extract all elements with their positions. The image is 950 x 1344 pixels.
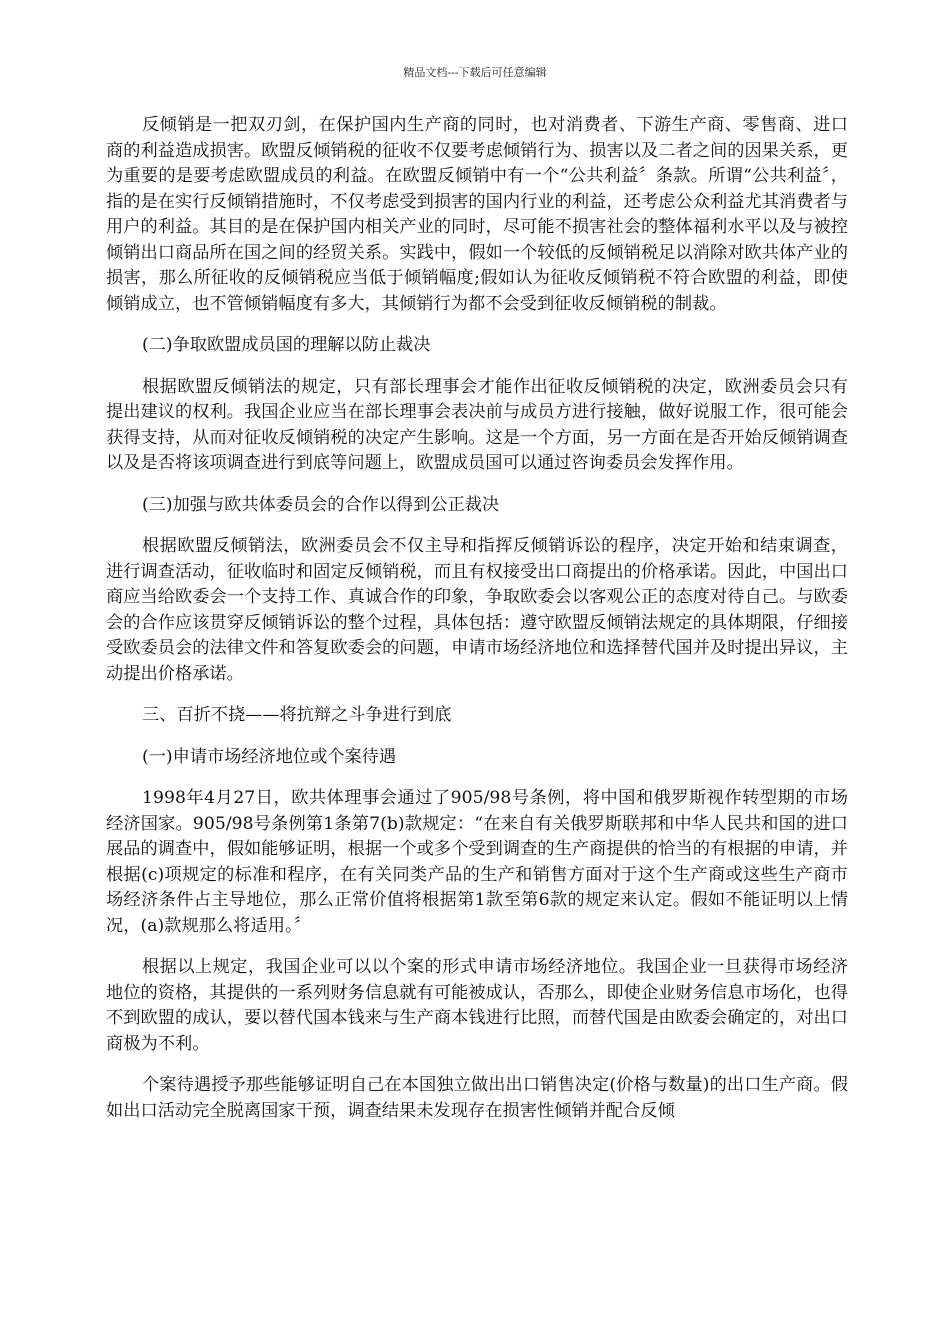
document-body (106, 113, 848, 1124)
paragraph-individual-treatment: 个案待遇授予那些能够证明自己在本国独立做出出口销售决定(价格与数量)的出口生产商。假如出口活动完全脱离国家干预，调查结果未发现存在损害性倾销并配合反倾 (106, 1075, 848, 1121)
heading-member-states: (二)争取欧盟成员国的理解以防止裁决 (142, 335, 431, 355)
paragraph-council-decision: 根据欧盟反倾销法的规定，只有部长理事会才能作出征收反倾销税的决定，欧洲委员会只有提出建议的权利。我国企业应当在部长理事会表决前与成员方进行接触，做好说服工作，很可能会获得支持，从而对征收反倾销税的决定产生影响。这是一个方面，另一方面在是否开始反倾销调查以及是否将该项调查进行到底等问题上，欧盟成员国可以通过咨询委员会发挥作用。 (106, 376, 848, 473)
heading-commission-cooperation: (三)加强与欧共体委员会的合作以得到公正裁决 (142, 494, 500, 515)
heading-section-three: 三、百折不挠——将抗辩之斗争进行到底 (142, 705, 452, 725)
paragraph-commission-role: 根据欧盟反倾销法，欧洲委员会不仅主导和指挥反倾销诉讼的程序，决定开始和结束调查，进行调查活动，征收临时和固定反倾销税，而且有权接受出口商提出的价格承诺。因此，中国出口商应当给欧委会一个支持工作、真诚合作的印象，争取欧委会以客观公正的态度对待自己。与欧委会的合作应该贯穿反倾销诉讼的整个过程，具体包括：遵守欧盟反倾销法规定的具体期限，仔细接受欧委员会的法律文件和答复欧委会的问题，申请市场经济地位和选择替代国并及时提出异议，主动提出价格承诺。 (106, 536, 848, 684)
paragraph-public-interest: 反倾销是一把双刃剑，在保护国内生产商的同时，也对消费者、下游生产商、零售商、进口商的利益造成损害。欧盟反倾销税的征收不仅要考虑倾销行为、损害以及二者之间的因果关系，更为重要的是要考虑欧盟成员的利益。在欧盟反倾销中有一个“公共利益〞条款。所谓“公共利益〞，指的是在实行反倾销措施时，不仅考虑受到损害的国内行业的利益，还考虑公众利益尤其消费者与用户的利益。其目的是在保护国内相关产业的同时，尽可能不损害社会的整体福利水平以及与被控倾销出口商品所在国之间的经贸关系。实践中，假如一个较低的反倾销税足以消除对欧共体产业的损害，那么所征收的反倾销税应当低于倾销幅度;假如认为征收反倾销税不符合欧盟的利益，即使倾销成立，也不管倾销幅度有多大，其倾销行为都不会受到征收反倾销税的制裁。 (106, 115, 848, 314)
page-header: 精品文档---下载后可任意编辑 (403, 66, 547, 79)
paragraph-regulation-905-98: 1998年4月27日，欧共体理事会通过了905/98号条例，将中国和俄罗斯视作转型期的市场经济国家。905/98号条例第1条第7(b)款规定：“在来自有关俄罗斯联邦和中华人民共和国的进口展品的调查中，假如能够证明，根据一个或多个受到调查的生产商提供的恰当的有根据的申请，并根据(c)项规定的标准和程序，在有关同类产品的生产和销售方面对于这个生产商或这些生产商市场经济条件占主导地位，那么正常价值将根据第1款至第6款的规定来认定。假如不能证明以上情况，(a)款规那么将适用。〞 (106, 788, 848, 936)
heading-market-economy-status: (一)申请市场经济地位或个案待遇 (142, 746, 397, 767)
paragraph-individual-application: 根据以上规定，我国企业可以以个案的形式申请市场经济地位。我国企业一旦获得市场经济地位的资格，其提供的一系列财务信息就有可能被成认，否那么，即使企业财务信息市场化，也得不到欧盟的成认，要以替代国本钱来与生产商本钱进行比照，而替代国是由欧委会确定的，对出口商极为不利。 (106, 957, 848, 1054)
